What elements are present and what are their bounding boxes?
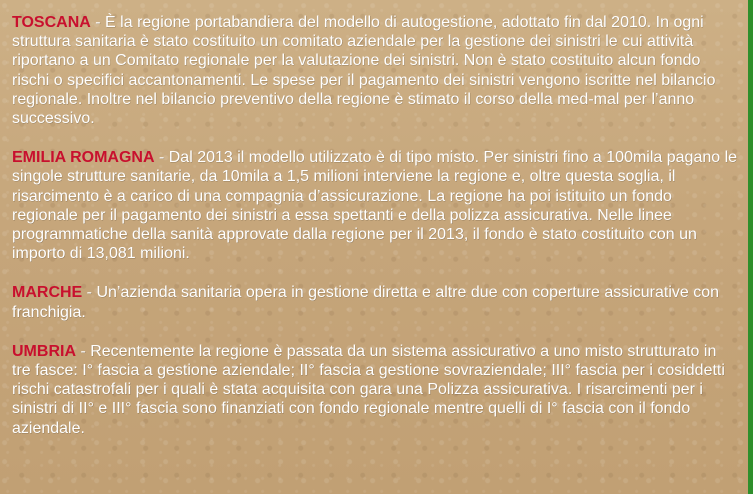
region-toscana bbox=[12, 13, 738, 128]
region-name: UMBRIA bbox=[12, 342, 76, 360]
region-description: Un’azienda sanitaria opera in gestione diretta e altre due con coperture assicurative con franchigia. bbox=[12, 284, 720, 321]
region-emilia-romagna bbox=[12, 148, 738, 263]
region-name: MARCHE bbox=[12, 284, 83, 302]
region-description: Recentemente la regione è passata da un sistema assicurativo a uno misto strutturato in tre fasce: I° fascia a gestione aziendale; II° fascia a gestione sovraziendale; III° fascia per i cosiddetti rischi catastrofali per i quali è stata acquisita con gara una Polizza assicurativa. I risarcimenti per i sinistri di II° e III° fascia sono finanziati con fondo regionale mentre quelli di I° fascia con il fondo aziendale. bbox=[12, 342, 725, 437]
region-marche bbox=[12, 283, 738, 321]
region-name: TOSCANA bbox=[12, 14, 91, 31]
separator: - bbox=[76, 342, 91, 360]
region-description: È la regione portabandiera del modello di autogestione, adottato fin dal 2010. In ogni struttura sanitaria è stato costituito un comitato aziendale per la gestione dei sinistri le cui attività riportano a un Comitato regionale per la valutazione dei sinistri. Non è stato costituito alcun fondo rischi o specifici accantonamenti. Le spese per il pagamento dei sinistri vengono iscritte nel bilancio regionale. Inoltre nel bilancio preventivo della regione è stimato il corso della med-mal per l’anno successivo. bbox=[12, 14, 716, 128]
region-umbria bbox=[12, 342, 738, 438]
region-name: EMILIA ROMAGNA bbox=[12, 149, 155, 167]
separator: - bbox=[154, 149, 169, 167]
green-edge-strip bbox=[748, 0, 753, 494]
separator: - bbox=[90, 14, 106, 31]
separator: - bbox=[82, 284, 97, 302]
region-description: Dal 2013 il modello utilizzato è di tipo misto. Per sinistri fino a 100mila pagano le singole strutture sanitarie, da 10mila a 1,5 milioni interviene la regione e, oltre questa soglia, il risarcimento è a carico di una compagnia d’assicurazione. La regione ha poi istituito un fondo regionale per il pagamento dei sinistri a essa spettanti e della polizza assicurativa. Nelle linee programmatiche della sanità approvate dalla regione per il 2013, il fondo è stato costituito con un importo di 13,081 milioni. bbox=[12, 149, 738, 263]
